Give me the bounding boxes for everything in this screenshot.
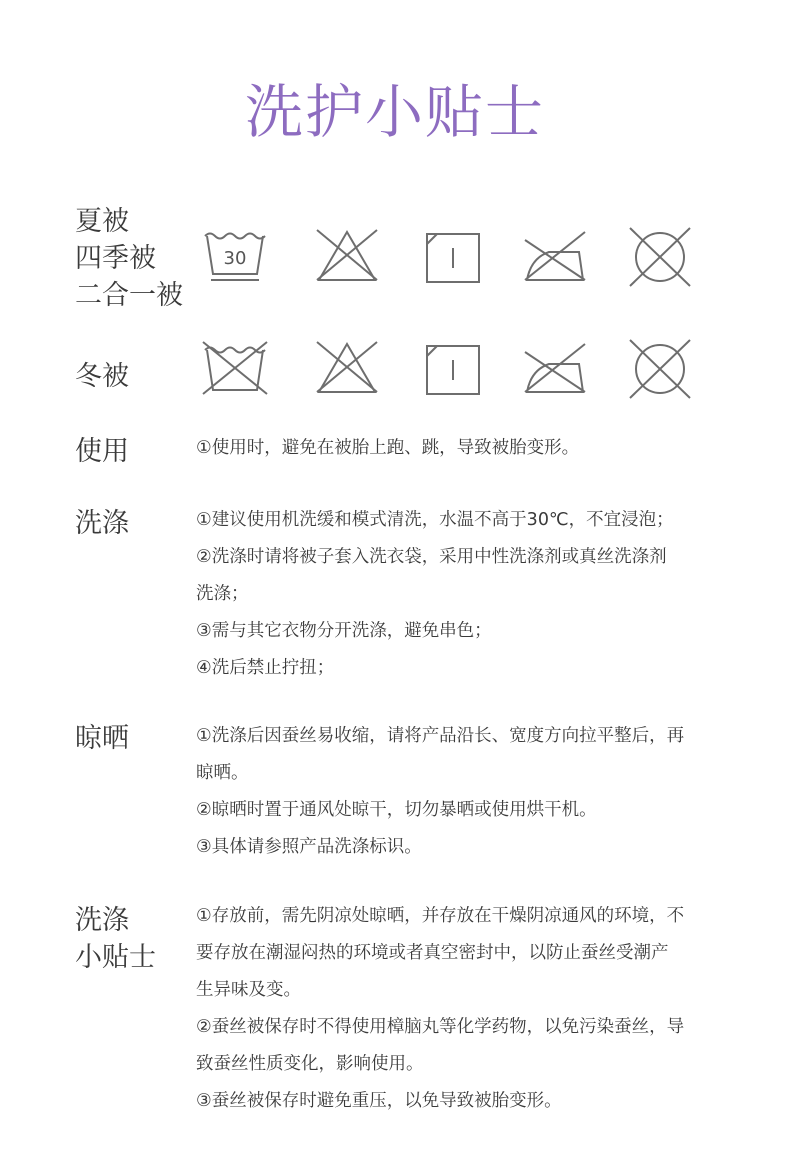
section-text-line: 洗涤； xyxy=(196,584,249,604)
section-text-line: ②洗涤时请将被子套入洗衣袋，采用中性洗涤剂或真丝洗涤剂 xyxy=(196,547,667,567)
care-row-label-line: 四季被 xyxy=(75,243,156,274)
section-text-line: ④洗后禁止拧扭； xyxy=(196,658,335,678)
section-label-line: 洗涤 xyxy=(75,508,129,539)
care-row-label-line: 二合一被 xyxy=(75,280,183,311)
care-symbols-row-1 xyxy=(195,222,715,292)
section-text-line: 晾晒。 xyxy=(196,763,249,783)
section-text-line: ②晾晒时置于通风处晾干，切勿暴晒或使用烘干机。 xyxy=(196,800,597,820)
care-row-label-2 xyxy=(75,358,129,395)
section-body-tips xyxy=(196,898,746,1120)
section-text-line: ①存放前，需先阴凉处晾晒，并存放在干燥阴凉通风的环境，不 xyxy=(196,906,685,926)
no-wash-icon xyxy=(195,334,275,404)
care-row-label-line: 冬被 xyxy=(75,361,129,392)
no-bleach-icon xyxy=(307,334,387,404)
section-text-line: ①建议使用机洗缓和模式清洗，水温不高于30℃，不宜浸泡； xyxy=(196,510,674,530)
no-iron-icon xyxy=(515,222,595,292)
section-label-dry xyxy=(75,720,129,757)
section-label-use xyxy=(75,433,129,470)
section-text-line: ③需与其它衣物分开洗涤，避免串色； xyxy=(196,621,492,641)
section-body-wash xyxy=(196,502,746,687)
section-label-wash xyxy=(75,505,129,542)
no-dryclean-icon xyxy=(620,334,700,404)
wash-temperature-text: 30 xyxy=(223,248,247,269)
wash-30-icon xyxy=(195,222,275,292)
no-dryclean-icon xyxy=(620,222,700,292)
no-iron-icon xyxy=(515,334,595,404)
section-label-line: 晾晒 xyxy=(75,723,129,754)
section-text-line: ③蚕丝被保存时避免重压，以免导致被胎变形。 xyxy=(196,1091,562,1111)
section-text-line: 要存放在潮湿闷热的环境或者真空密封中，以防止蚕丝受潮产 xyxy=(196,943,669,963)
line-dry-icon xyxy=(413,222,493,292)
section-text-line: ①洗涤后因蚕丝易收缩，请将产品沿长、宽度方向拉平整后，再 xyxy=(196,726,685,746)
section-text-line: 生异味及变。 xyxy=(196,980,301,1000)
care-row-label-line: 夏被 xyxy=(75,206,129,237)
section-label-line: 使用 xyxy=(75,436,129,467)
care-row-label-1 xyxy=(75,203,183,314)
section-text-line: ①使用时，避免在被胎上跑、跳，导致被胎变形。 xyxy=(196,438,580,458)
line-dry-icon xyxy=(413,334,493,404)
section-text-line: ③具体请参照产品洗涤标识。 xyxy=(196,837,422,857)
section-label-line: 小贴士 xyxy=(75,942,156,973)
section-text-line: 致蚕丝性质变化，影响使用。 xyxy=(196,1054,424,1074)
section-label-tips xyxy=(75,902,156,976)
section-body-dry xyxy=(196,718,746,866)
page-title: 洗护小贴士 xyxy=(244,78,545,146)
section-body-use xyxy=(196,430,746,467)
section-label-line: 洗涤 xyxy=(75,905,129,936)
care-symbols-row-2 xyxy=(195,334,715,404)
section-text-line: ②蚕丝被保存时不得使用樟脑丸等化学药物，以免污染蚕丝，导 xyxy=(196,1017,685,1037)
no-bleach-icon xyxy=(307,222,387,292)
